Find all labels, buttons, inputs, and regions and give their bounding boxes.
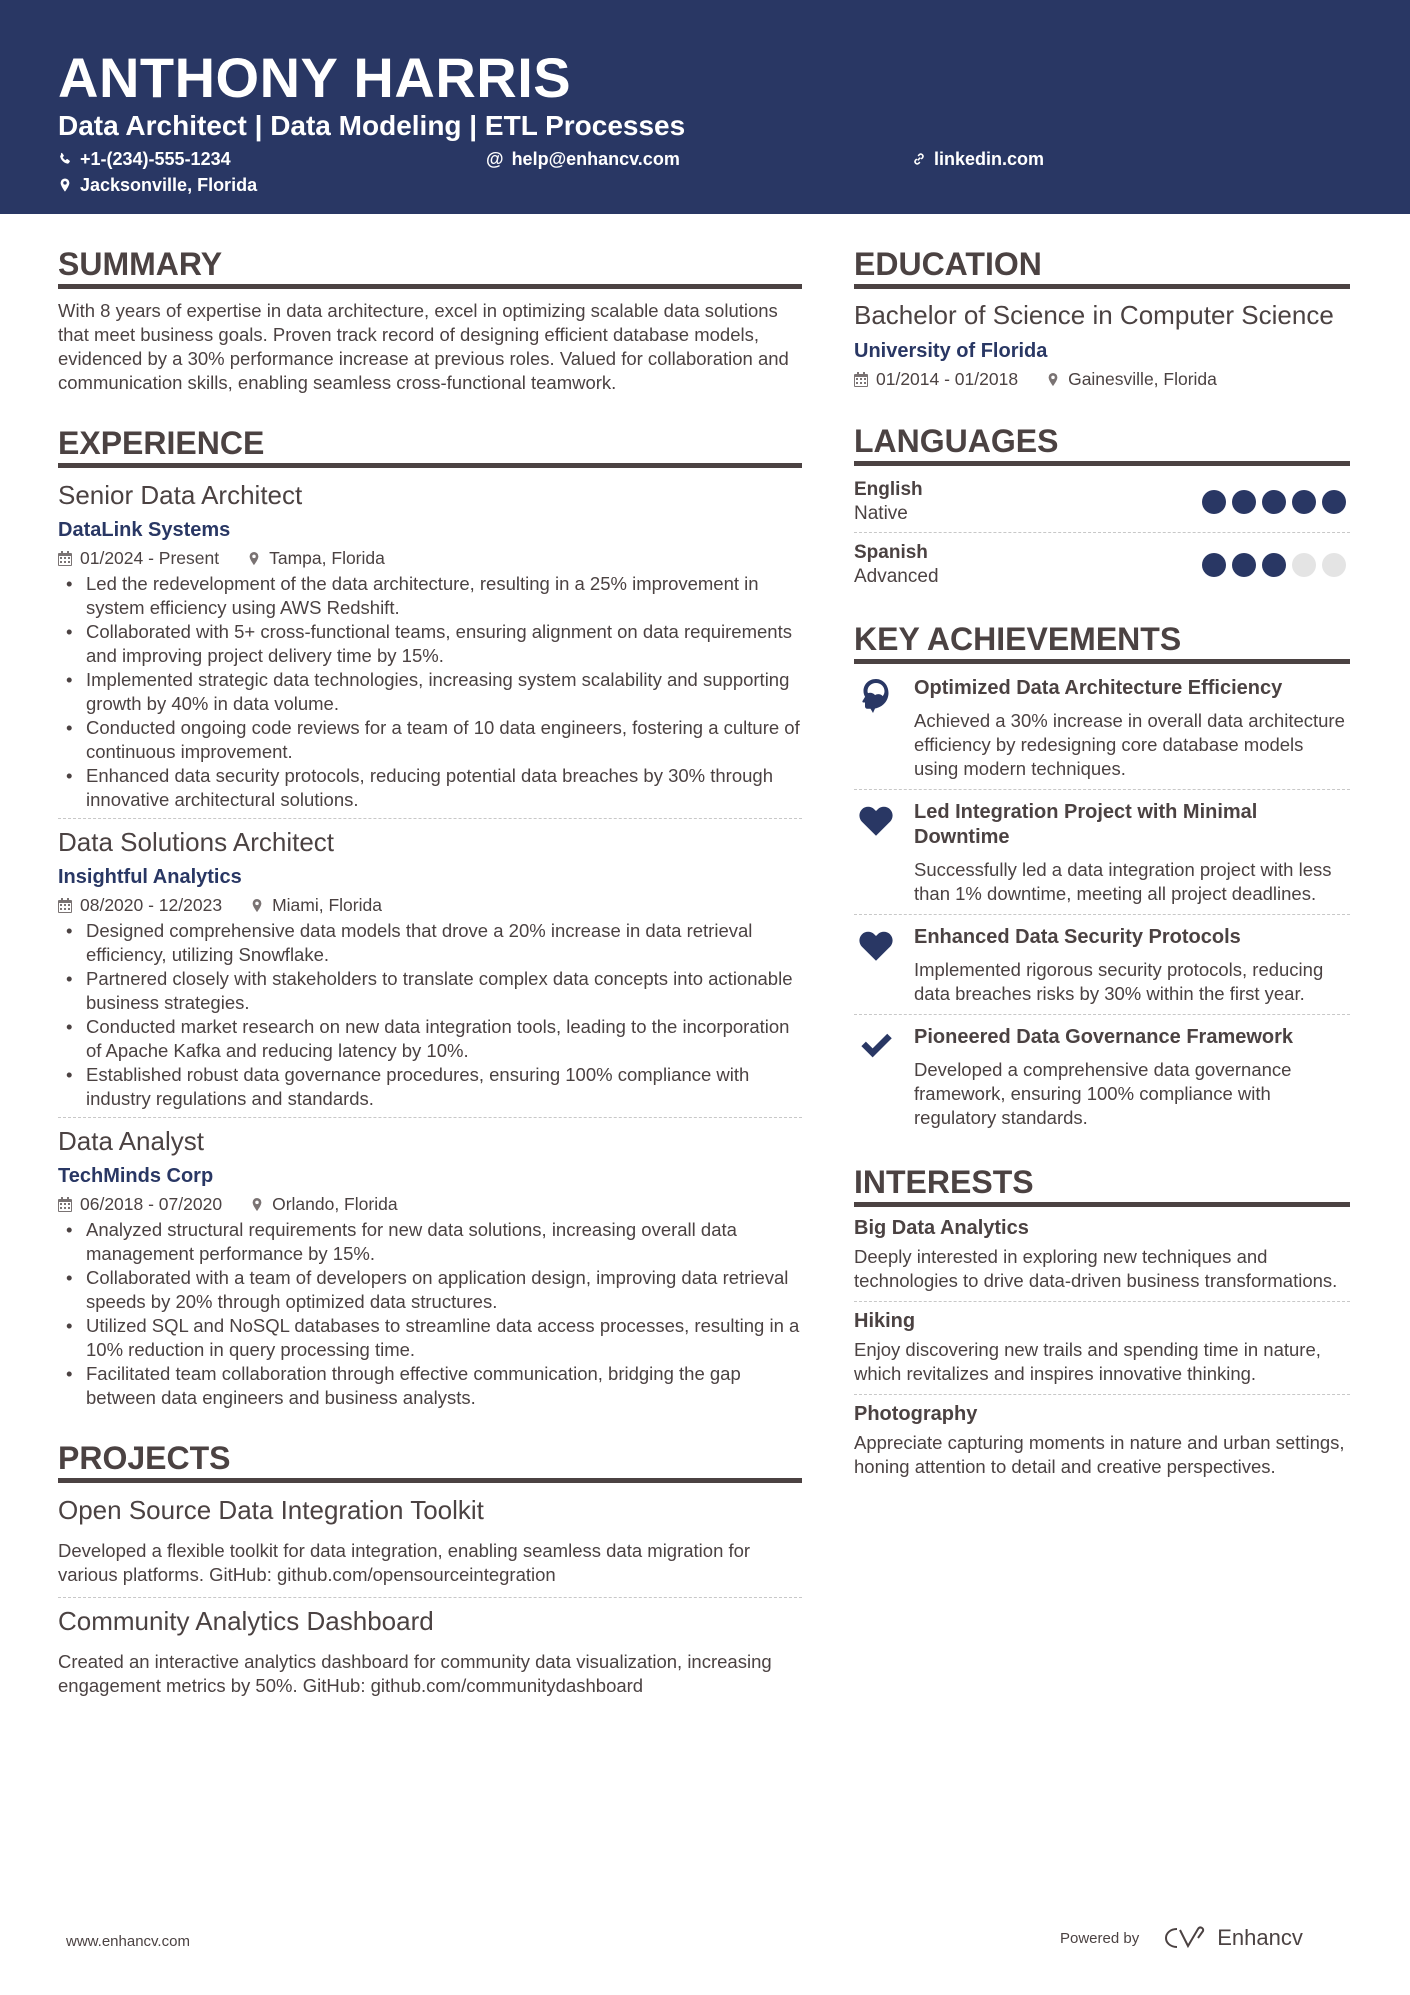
footer-branding[interactable]: [1060, 1925, 1303, 1951]
job-meta: [58, 893, 802, 917]
section-title-interests: INTERESTS: [854, 1162, 1350, 1207]
company-name: Insightful Analytics: [58, 866, 242, 888]
education-meta: [854, 367, 1350, 391]
degree: Bachelor of Science in Computer Science: [854, 300, 1334, 330]
achievement-item: [854, 789, 1350, 914]
job-location: Miami, Florida: [272, 895, 382, 915]
school-name: University of Florida: [854, 340, 1048, 362]
bullet: • Partnered closely with stakeholders to translate complex data concepts into actionable business strategies.: [58, 967, 802, 1015]
experience-section: [58, 423, 802, 1416]
rating-dot-filled: [1322, 490, 1346, 514]
calendar-icon: [854, 372, 868, 387]
interest-description: Enjoy discovering new trails and spending time in nature, which revitalizes and inspires innovative thinking.: [854, 1339, 1321, 1384]
calendar-icon: [58, 898, 72, 913]
heart-icon: [858, 927, 894, 963]
job-meta: [58, 1192, 802, 1216]
language-item: [854, 470, 1350, 532]
achievement-item: [854, 666, 1350, 789]
phone-icon: [58, 152, 72, 166]
section-title-summary: SUMMARY: [58, 244, 802, 289]
email-text: help@enhancv.com: [511, 149, 680, 169]
rating-dot-filled: [1202, 553, 1226, 577]
section-title-education: EDUCATION: [854, 244, 1350, 289]
project-title: Community Analytics Dashboard: [58, 1606, 434, 1636]
interest-item: [854, 1301, 1350, 1394]
bullet: • Conducted ongoing code reviews for a team of 10 data engineers, fostering a culture of continuous improvement.: [58, 716, 802, 764]
linkedin-text: linkedin.com: [934, 149, 1045, 169]
bullet: • Collaborated with a team of developers on application design, improving data retrieval speeds by 20% through optimized data structures.: [58, 1266, 802, 1314]
job-role: Senior Data Architect: [58, 480, 303, 510]
project-description: Developed a flexible toolkit for data integration, enabling seamless data migration for various platforms. GitHub: github.com/opensourceintegration: [58, 1540, 751, 1585]
experience-item: [58, 1117, 802, 1416]
achievement-description: Implemented rigorous security protocols, reducing data breaches risks by 30% within the first year.: [914, 959, 1324, 1004]
interest-item: [854, 1209, 1350, 1301]
location-pin-icon: [250, 898, 264, 913]
job-meta: [58, 546, 802, 570]
achievement-title: Optimized Data Architecture Efficiency: [914, 677, 1283, 699]
language-name: Spanish: [854, 542, 928, 563]
section-title-achievements: KEY ACHIEVEMENTS: [854, 619, 1350, 664]
bullet: • Conducted market research on new data integration tools, leading to the incorporation of Apache Kafka and reducing latency by 10%.: [58, 1015, 802, 1063]
location-pin-icon: [250, 1197, 264, 1212]
bullet: • Designed comprehensive data models that drove a 20% increase in data retrieval efficiency, utilizing Snowflake.: [58, 919, 802, 967]
brain-head-icon: [858, 678, 894, 714]
rating-dot-filled: [1232, 553, 1256, 577]
location-pin-icon: [1046, 372, 1060, 387]
project-item: [58, 1597, 802, 1708]
section-title-projects: PROJECTS: [58, 1438, 802, 1483]
job-bullets: [58, 919, 802, 1111]
location-pin-icon: [247, 551, 261, 566]
calendar-icon: [58, 551, 72, 566]
interest-item: [854, 1394, 1350, 1487]
language-name: English: [854, 479, 923, 500]
candidate-title: Data Architect | Data Modeling | ETL Processes: [58, 110, 686, 141]
calendar-icon: [58, 1197, 72, 1212]
company-name: TechMinds Corp: [58, 1165, 214, 1187]
interest-title: Big Data Analytics: [854, 1217, 1029, 1239]
rating-dot-filled: [1232, 490, 1256, 514]
education-location: Gainesville, Florida: [1068, 369, 1217, 389]
interest-description: Deeply interested in exploring new techniques and technologies to drive data-driven business transformations.: [854, 1246, 1338, 1291]
section-title-experience: EXPERIENCE: [58, 423, 802, 468]
company-name: DataLink Systems: [58, 519, 231, 541]
job-role: Data Analyst: [58, 1126, 204, 1156]
interest-description: Appreciate capturing moments in nature and urban settings, honing attention to detail and creative perspectives.: [854, 1432, 1345, 1477]
achievement-title: Led Integration Project with Minimal Downtime: [914, 801, 1258, 848]
rating-dot-empty: [1322, 553, 1346, 577]
proficiency-rating: [1202, 553, 1346, 577]
achievement-title: Enhanced Data Security Protocols: [914, 926, 1241, 948]
checkmark-icon: [858, 1027, 894, 1063]
brand-name: Enhancv: [1217, 1925, 1303, 1950]
rating-dot-filled: [1262, 490, 1286, 514]
resume-header: [0, 0, 1410, 214]
job-dates: 06/2018 - 07/2020: [80, 1194, 223, 1214]
location-text: Jacksonville, Florida: [80, 175, 258, 195]
contact-phone[interactable]: [58, 148, 231, 170]
contact-email[interactable]: [486, 148, 680, 170]
interest-title: Hiking: [854, 1310, 916, 1332]
contact-location: [58, 174, 257, 196]
job-dates: 08/2020 - 12/2023: [80, 895, 223, 915]
languages-section: [854, 421, 1350, 595]
job-location: Orlando, Florida: [272, 1194, 398, 1214]
projects-section: [58, 1438, 802, 1708]
link-icon: [912, 152, 926, 166]
rating-dot-filled: [1292, 490, 1316, 514]
bullet: • Analyzed structural requirements for new data solutions, increasing overall data management performance by 15%.: [58, 1218, 802, 1266]
experience-item: [58, 818, 802, 1117]
powered-by-label: Powered by: [1060, 1929, 1140, 1947]
achievement-title: Pioneered Data Governance Framework: [914, 1026, 1294, 1048]
achievement-description: Achieved a 30% increase in overall data architecture efficiency by redesigning core database models using modern techniques.: [914, 710, 1345, 779]
location-pin-icon: [58, 178, 72, 192]
footer-website-link[interactable]: www.enhancv.com: [66, 1933, 190, 1950]
rating-dot-filled: [1202, 490, 1226, 514]
bullet: • Collaborated with 5+ cross-functional teams, ensuring alignment on data requirements and improving project delivery time by 15%.: [58, 620, 802, 668]
education-dates: 01/2014 - 01/2018: [876, 369, 1019, 389]
language-level: Native: [854, 503, 908, 524]
proficiency-rating: [1202, 490, 1346, 514]
project-title: Open Source Data Integration Toolkit: [58, 1495, 484, 1525]
phone-text: +1-(234)-555-1234: [80, 149, 231, 169]
contact-linkedin[interactable]: [912, 148, 1044, 170]
language-level: Advanced: [854, 566, 939, 587]
at-icon: @: [486, 149, 504, 169]
job-dates: 01/2024 - Present: [80, 548, 220, 568]
project-item: [58, 1493, 802, 1597]
achievement-description: Successfully led a data integration project with less than 1% downtime, meeting all project deadlines.: [914, 859, 1332, 904]
summary-text: With 8 years of expertise in data architecture, excel in optimizing scalable data solutions that meet business goals. Proven track record of designing efficient database models, evidenced by a 30% performance increase at previous roles. Valued for collaboration and communication skills, enabling seamless cross-functional teamwork.: [58, 300, 789, 393]
rating-dot-filled: [1262, 553, 1286, 577]
bullet: • Established robust data governance procedures, ensuring 100% compliance with industry regulations and standards.: [58, 1063, 802, 1111]
bullet: • Enhanced data security protocols, reducing potential data breaches by 30% through innovative architectural solutions.: [58, 764, 802, 812]
job-bullets: [58, 572, 802, 812]
summary-section: [58, 244, 802, 395]
interests-section: [854, 1162, 1350, 1487]
rating-dot-empty: [1292, 553, 1316, 577]
job-bullets: [58, 1218, 802, 1410]
job-location: Tampa, Florida: [269, 548, 385, 568]
experience-item: [58, 478, 802, 818]
achievements-section: [854, 619, 1350, 1138]
bullet: • Led the redevelopment of the data architecture, resulting in a 25% improvement in system efficiency using AWS Redshift.: [58, 572, 802, 620]
job-role: Data Solutions Architect: [58, 827, 335, 857]
bullet: • Utilized SQL and NoSQL databases to streamline data access processes, resulting in a 10% reduction in query processing time.: [58, 1314, 802, 1362]
enhancv-logo-icon: [1163, 1926, 1207, 1950]
section-title-languages: LANGUAGES: [854, 421, 1350, 466]
interest-title: Photography: [854, 1403, 978, 1425]
achievement-item: [854, 914, 1350, 1014]
project-description: Created an interactive analytics dashboard for community data visualization, increasing engagement metrics by 50%. GitHub: github.com/communitydashboard: [58, 1651, 772, 1696]
language-item: [854, 532, 1350, 595]
bullet: • Implemented strategic data technologies, increasing system scalability and supporting growth by 40% in data volume.: [58, 668, 802, 716]
candidate-name: ANTHONY HARRIS: [58, 46, 572, 109]
achievement-description: Developed a comprehensive data governance framework, ensuring 100% compliance with regulatory standards.: [914, 1059, 1292, 1128]
achievement-item: [854, 1014, 1350, 1138]
heart-icon: [858, 802, 894, 838]
brand-logo: [1163, 1925, 1303, 1951]
right-column: [854, 244, 1350, 1487]
left-column: [58, 244, 802, 1708]
bullet: • Facilitated team collaboration through effective communication, bridging the gap between data engineers and business analysts.: [58, 1362, 802, 1410]
education-section: [854, 244, 1350, 391]
